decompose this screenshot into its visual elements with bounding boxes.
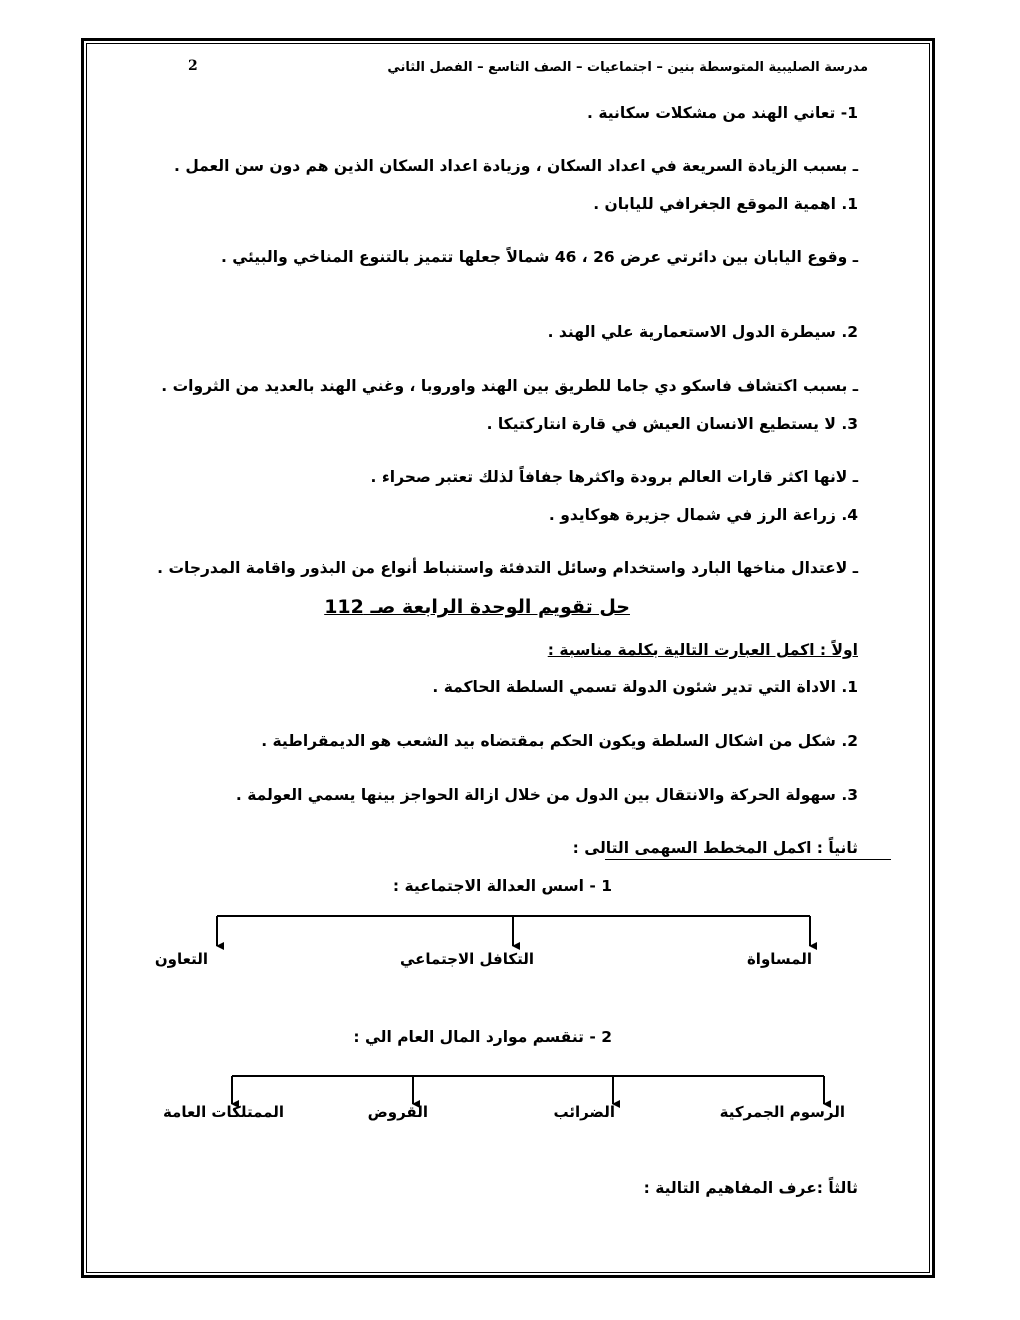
item-number: 1. xyxy=(841,195,858,213)
item-number: 1. xyxy=(841,678,858,696)
item-text: لا يستطيع الانسان العيش في قارة انتاركتيكا . xyxy=(486,415,836,433)
answer-item: ـ لانها اكثر قارات العالم برودة واكثرها جفافاً لذلك تعتبر صحراء . xyxy=(370,468,858,486)
diagram-branch-label: القروض xyxy=(367,1103,428,1121)
item-text: زراعة الرز في شمال جزيرة هوكايدو . xyxy=(548,506,836,524)
section-title: اولاً : اكمل العبارت التالية بكلمة مناسبة : xyxy=(547,641,858,659)
item-text: تعاني الهند من مشكلات سكانية . xyxy=(587,104,836,122)
item-text: اهمية الموقع الجغرافي لليابان . xyxy=(593,195,836,213)
diagram1-arrows xyxy=(217,916,810,946)
answer-item: ـ لاعتدال مناخها البارد واستخدام وسائل التدفئة واستنباط أنواع من البذور واقامة المدرجات . xyxy=(157,559,858,577)
item-text: سيطرة الدول الاستعمارية علي الهند . xyxy=(547,323,836,341)
item-number: 2. xyxy=(841,732,858,750)
section-title: ثالثاً :عرف المفاهيم التالية : xyxy=(643,1179,858,1197)
item-text: شكل من اشكال السلطة ويكون الحكم بمقتضاه بيد الشعب هو الديمقراطية . xyxy=(261,732,836,750)
item-number: 1- xyxy=(840,104,858,122)
item-number: 2. xyxy=(841,323,858,341)
diagram-branch-label: الضرائب xyxy=(553,1103,615,1121)
diagram-branch-label: الرسوم الجمركية xyxy=(719,1103,845,1121)
answer-item: ـ بسبب الزيادة السريعة في اعداد السكان ، وزيادة اعداد السكان الذين هم دون سن العمل . xyxy=(174,157,858,175)
diagram-branch-label: الممتلكات العامة xyxy=(162,1103,284,1121)
answer-item: ـ بسبب اكتشاف فاسكو دي جاما للطريق بين الهند واوروبا ، وغني الهند بالعديد من الثروات . xyxy=(161,377,858,395)
diagram-title: 1 - اسس العدالة الاجتماعية : xyxy=(392,877,612,895)
section-title: ثانياً : اكمل المخطط السهمى التالى : xyxy=(572,839,858,857)
header-title: مدرسة الصليبية المتوسطة بنين – اجتماعيات – الصف التاسع – الفصل الثاني xyxy=(387,60,868,75)
item-number: 3. xyxy=(841,786,858,804)
item-text: سهولة الحركة والانتقال بين الدول من خلال ازالة الحواجز بينها يسمي العولمة . xyxy=(235,786,836,804)
page-number: 2 xyxy=(188,58,198,74)
answer-item: ـ وقوع اليابان بين دائرتي عرض 26 ، 46 شمالاً جعلها تتميز بالتنوع المناخي والبيئي . xyxy=(220,248,858,266)
diagram-branch-label: التكافل الاجتماعي xyxy=(399,950,534,968)
item-text: الاداة التي تدير شئون الدولة تسمي السلطة الحاكمة . xyxy=(432,678,836,696)
diagram-branch-label: المساواة xyxy=(746,950,812,968)
diagram-branch-label: التعاون xyxy=(154,950,208,968)
item-number: 4. xyxy=(841,506,858,524)
item-number: 3. xyxy=(841,415,858,433)
diagram-title: 2 - تنقسم موارد المال العام الي : xyxy=(353,1028,612,1046)
diagram2-arrows xyxy=(232,1076,824,1104)
unit-heading: حل تقويم الوحدة الرابعة صـ 112 xyxy=(324,596,630,618)
